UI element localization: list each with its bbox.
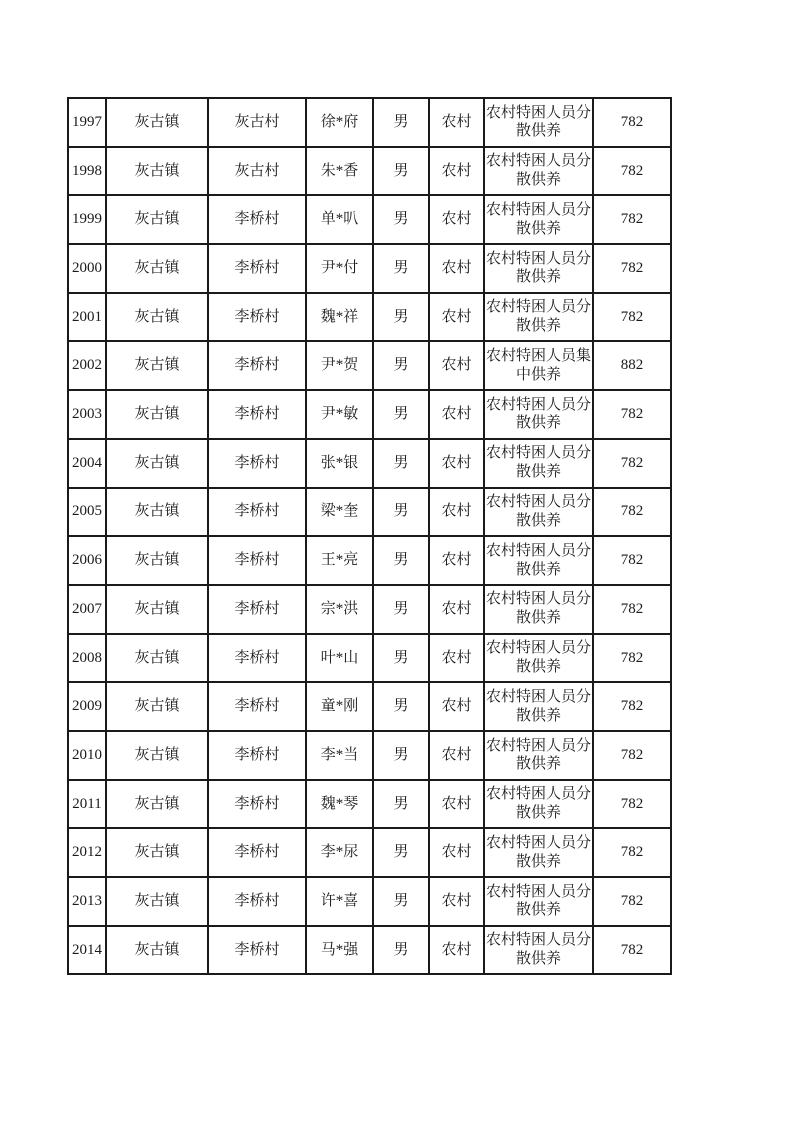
village-cell: 李桥村 [208, 634, 306, 683]
gender-cell: 男 [373, 682, 429, 731]
seq-cell: 2002 [68, 341, 106, 390]
village-cell: 李桥村 [208, 390, 306, 439]
area-cell: 农村 [429, 926, 484, 975]
support-type-cell: 农村特困人员分散供养 [484, 147, 593, 196]
village-cell: 李桥村 [208, 926, 306, 975]
amount-cell: 782 [593, 98, 671, 147]
person-name-cell: 王*亮 [306, 536, 373, 585]
town-cell: 灰古镇 [106, 731, 208, 780]
person-name-cell: 朱*香 [306, 147, 373, 196]
support-type-cell: 农村特困人员分散供养 [484, 195, 593, 244]
village-cell: 灰古村 [208, 147, 306, 196]
village-cell: 李桥村 [208, 682, 306, 731]
person-name-cell: 单*叭 [306, 195, 373, 244]
town-cell: 灰古镇 [106, 926, 208, 975]
person-name-cell: 徐*府 [306, 98, 373, 147]
table-row [68, 780, 671, 829]
table-row [68, 244, 671, 293]
table-row [68, 147, 671, 196]
person-name-cell: 许*喜 [306, 877, 373, 926]
town-cell: 灰古镇 [106, 293, 208, 342]
support-type-cell: 农村特困人员分散供养 [484, 634, 593, 683]
seq-cell: 1998 [68, 147, 106, 196]
support-type-cell: 农村特困人员分散供养 [484, 926, 593, 975]
seq-cell: 2012 [68, 828, 106, 877]
amount-cell: 782 [593, 244, 671, 293]
area-cell: 农村 [429, 341, 484, 390]
area-cell: 农村 [429, 244, 484, 293]
village-cell: 李桥村 [208, 488, 306, 537]
seq-cell: 2009 [68, 682, 106, 731]
village-cell: 李桥村 [208, 439, 306, 488]
area-cell: 农村 [429, 877, 484, 926]
gender-cell: 男 [373, 536, 429, 585]
gender-cell: 男 [373, 439, 429, 488]
support-type-cell: 农村特困人员分散供养 [484, 293, 593, 342]
town-cell: 灰古镇 [106, 536, 208, 585]
amount-cell: 782 [593, 926, 671, 975]
town-cell: 灰古镇 [106, 877, 208, 926]
gender-cell: 男 [373, 390, 429, 439]
support-type-cell: 农村特困人员分散供养 [484, 585, 593, 634]
town-cell: 灰古镇 [106, 341, 208, 390]
seq-cell: 2001 [68, 293, 106, 342]
town-cell: 灰古镇 [106, 682, 208, 731]
seq-cell: 1999 [68, 195, 106, 244]
area-cell: 农村 [429, 731, 484, 780]
area-cell: 农村 [429, 682, 484, 731]
amount-cell: 782 [593, 780, 671, 829]
gender-cell: 男 [373, 488, 429, 537]
town-cell: 灰古镇 [106, 634, 208, 683]
town-cell: 灰古镇 [106, 244, 208, 293]
support-type-cell: 农村特困人员分散供养 [484, 731, 593, 780]
amount-cell: 782 [593, 877, 671, 926]
town-cell: 灰古镇 [106, 390, 208, 439]
seq-cell: 1997 [68, 98, 106, 147]
seq-cell: 2006 [68, 536, 106, 585]
gender-cell: 男 [373, 341, 429, 390]
support-type-cell: 农村特困人员分散供养 [484, 828, 593, 877]
person-name-cell: 尹*付 [306, 244, 373, 293]
gender-cell: 男 [373, 877, 429, 926]
amount-cell: 782 [593, 147, 671, 196]
gender-cell: 男 [373, 585, 429, 634]
person-name-cell: 马*强 [306, 926, 373, 975]
town-cell: 灰古镇 [106, 828, 208, 877]
support-type-cell: 农村特困人员分散供养 [484, 488, 593, 537]
table-row [68, 98, 671, 147]
town-cell: 灰古镇 [106, 195, 208, 244]
person-name-cell: 叶*山 [306, 634, 373, 683]
seq-cell: 2010 [68, 731, 106, 780]
table-row [68, 293, 671, 342]
area-cell: 农村 [429, 780, 484, 829]
amount-cell: 782 [593, 488, 671, 537]
village-cell: 李桥村 [208, 780, 306, 829]
gender-cell: 男 [373, 98, 429, 147]
table-row [68, 439, 671, 488]
person-name-cell: 李*尿 [306, 828, 373, 877]
area-cell: 农村 [429, 439, 484, 488]
seq-cell: 2013 [68, 877, 106, 926]
seq-cell: 2008 [68, 634, 106, 683]
amount-cell: 882 [593, 341, 671, 390]
amount-cell: 782 [593, 585, 671, 634]
seq-cell: 2004 [68, 439, 106, 488]
seq-cell: 2014 [68, 926, 106, 975]
person-name-cell: 魏*祥 [306, 293, 373, 342]
amount-cell: 782 [593, 293, 671, 342]
area-cell: 农村 [429, 536, 484, 585]
town-cell: 灰古镇 [106, 585, 208, 634]
table-row [68, 731, 671, 780]
support-type-cell: 农村特困人员分散供养 [484, 244, 593, 293]
gender-cell: 男 [373, 244, 429, 293]
amount-cell: 782 [593, 536, 671, 585]
seq-cell: 2003 [68, 390, 106, 439]
gender-cell: 男 [373, 147, 429, 196]
amount-cell: 782 [593, 828, 671, 877]
amount-cell: 782 [593, 731, 671, 780]
support-type-cell: 农村特困人员集中供养 [484, 341, 593, 390]
amount-cell: 782 [593, 634, 671, 683]
welfare-support-table [67, 97, 672, 975]
table-row [68, 488, 671, 537]
gender-cell: 男 [373, 634, 429, 683]
gender-cell: 男 [373, 293, 429, 342]
table-row [68, 682, 671, 731]
gender-cell: 男 [373, 731, 429, 780]
person-name-cell: 张*银 [306, 439, 373, 488]
person-name-cell: 魏*琴 [306, 780, 373, 829]
table-row [68, 390, 671, 439]
amount-cell: 782 [593, 682, 671, 731]
area-cell: 农村 [429, 98, 484, 147]
table-row [68, 926, 671, 975]
village-cell: 李桥村 [208, 244, 306, 293]
table-row [68, 585, 671, 634]
seq-cell: 2007 [68, 585, 106, 634]
area-cell: 农村 [429, 488, 484, 537]
seq-cell: 2005 [68, 488, 106, 537]
person-name-cell: 童*刚 [306, 682, 373, 731]
village-cell: 李桥村 [208, 195, 306, 244]
town-cell: 灰古镇 [106, 98, 208, 147]
person-name-cell: 梁*奎 [306, 488, 373, 537]
support-type-cell: 农村特困人员分散供养 [484, 439, 593, 488]
village-cell: 李桥村 [208, 585, 306, 634]
area-cell: 农村 [429, 147, 484, 196]
person-name-cell: 尹*敏 [306, 390, 373, 439]
area-cell: 农村 [429, 585, 484, 634]
amount-cell: 782 [593, 195, 671, 244]
gender-cell: 男 [373, 828, 429, 877]
person-name-cell: 李*当 [306, 731, 373, 780]
support-type-cell: 农村特困人员分散供养 [484, 682, 593, 731]
area-cell: 农村 [429, 390, 484, 439]
seq-cell: 2000 [68, 244, 106, 293]
amount-cell: 782 [593, 439, 671, 488]
table-row [68, 828, 671, 877]
person-name-cell: 尹*贺 [306, 341, 373, 390]
gender-cell: 男 [373, 780, 429, 829]
support-type-cell: 农村特困人员分散供养 [484, 390, 593, 439]
seq-cell: 2011 [68, 780, 106, 829]
town-cell: 灰古镇 [106, 488, 208, 537]
village-cell: 李桥村 [208, 293, 306, 342]
person-name-cell: 宗*洪 [306, 585, 373, 634]
village-cell: 李桥村 [208, 536, 306, 585]
table-row [68, 341, 671, 390]
town-cell: 灰古镇 [106, 780, 208, 829]
table-row [68, 877, 671, 926]
area-cell: 农村 [429, 195, 484, 244]
support-type-cell: 农村特困人员分散供养 [484, 536, 593, 585]
town-cell: 灰古镇 [106, 147, 208, 196]
area-cell: 农村 [429, 634, 484, 683]
gender-cell: 男 [373, 926, 429, 975]
support-type-cell: 农村特困人员分散供养 [484, 98, 593, 147]
village-cell: 李桥村 [208, 877, 306, 926]
village-cell: 灰古村 [208, 98, 306, 147]
table-row [68, 634, 671, 683]
support-type-cell: 农村特困人员分散供养 [484, 877, 593, 926]
amount-cell: 782 [593, 390, 671, 439]
table-row [68, 536, 671, 585]
gender-cell: 男 [373, 195, 429, 244]
table-row [68, 195, 671, 244]
area-cell: 农村 [429, 293, 484, 342]
town-cell: 灰古镇 [106, 439, 208, 488]
village-cell: 李桥村 [208, 828, 306, 877]
area-cell: 农村 [429, 828, 484, 877]
village-cell: 李桥村 [208, 341, 306, 390]
support-type-cell: 农村特困人员分散供养 [484, 780, 593, 829]
village-cell: 李桥村 [208, 731, 306, 780]
